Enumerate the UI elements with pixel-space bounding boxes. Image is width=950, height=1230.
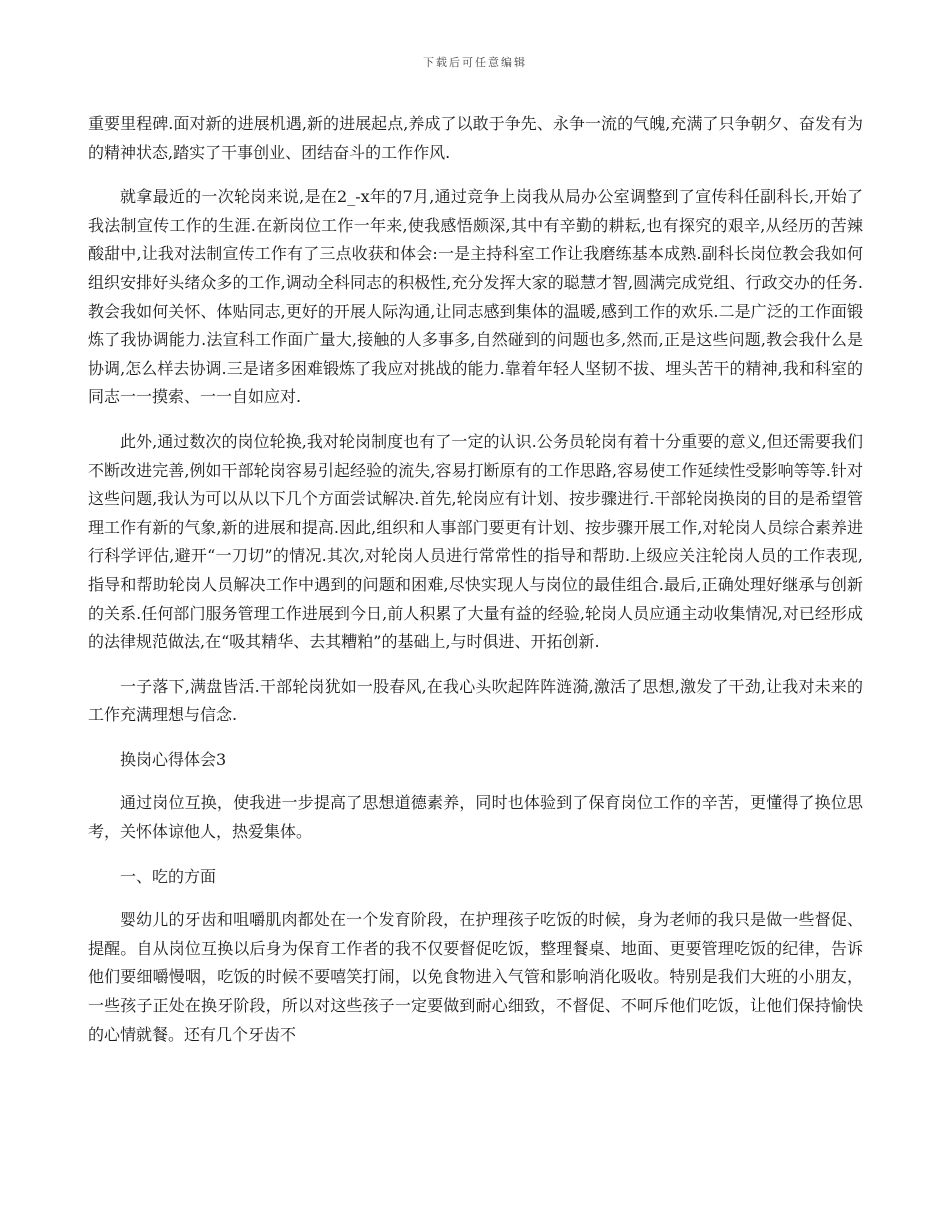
paragraph: 重要里程碑.面对新的进展机遇,新的进展起点,养成了以敢于争先、永争一流的气魄,充满了只争朝夕、奋发有为的精神状态,踏实了干事创业、团结奋斗的工作作风. <box>88 114 863 162</box>
paragraph: 就拿最近的一次轮岗来说,是在2_-x年的7月,通过竞争上岗我从局办公室调整到了宣传科任副科长,开始了我法制宣传工作的生涯.在新岗位工作一年来,使我感悟颇深,其中有辛勤的耕耘,也有探究的艰辛,从经历的苦辣酸甜中,让我对法制宣传工作有了三点收获和体会:一是主持科室工作让我磨练基本成熟.副科长岗位教会我如何组织安排好头绪众多的工作,调动全科同志的积极性,充分发挥大家的聪慧才智,圆满完成党组、行政交办的任务.教会我如何关怀、体贴同志,更好的开展人际沟通,让同志感到集体的温暖,感到工作的欢乐.二是广泛的工作面锻炼了我协调能力.法宣科工作面广量大,接触的人多事多,自然碰到的问题也多,然而,正是这些问题,教会我什么是协调,怎么样去协调.三是诸多困难锻炼了我应对挑战的能力.靠着年轻人坚韧不拔、埋头苦干的精神,我和科室的同志一一摸索、一一自如应对. <box>88 187 863 407</box>
section-heading: 换岗心得体会3 <box>120 749 227 769</box>
paragraph: 通过岗位互换，使我进一步提高了思想道德素养，同时也体验到了保育岗位工作的辛苦，更懂得了换位思考，关怀体谅他人，热爱集体。 <box>88 793 863 842</box>
paragraph: 一子落下,满盘皆活.干部轮岗犹如一股春风,在我心头吹起阵阵涟漪,激活了思想,激发了干劲,让我对未来的工作充满理想与信念. <box>88 676 863 725</box>
document-body <box>88 110 863 1065</box>
paragraph: 此外,通过数次的岗位轮换,我对轮岗制度也有了一定的认识.公务员轮岗有着十分重要的意义,但还需要我们不断改进完善,例如干部轮岗容易引起经验的流失,容易打断原有的工作思路,容易使工作延续性受影响等等.针对这些问题,我认为可以从以下几个方面尝试解决.首先,轮岗应有计划、按步骤进行.干部轮岗换岗的目的是希望管理工作有新的气象,新的进展和提高.因此,组织和人事部门要更有计划、按步骤开展工作,对轮岗人员综合素养进行科学评估,避开“一刀切”的情况.其次,对轮岗人员进行常常性的指导和帮助.上级应关注轮岗人员的工作表现,指导和帮助轮岗人员解决工作中遇到的问题和困难,尽快实现人与岗位的最佳组合.最后,正确处理好继承与创新的关系.任何部门服务管理工作进展到今日,前人积累了大量有益的经验,轮岗人员应通主动收集情况,对已经形成的法律规范做法,在“吸其精华、去其糟粕”的基础上,与时俱进、开拓创新. <box>88 431 863 652</box>
subsection-heading: 一、吃的方面 <box>120 866 217 886</box>
paragraph: 婴幼儿的牙齿和咀嚼肌肉都处在一个发育阶段，在护理孩子吃饭的时候，身为老师的我只是做一些督促、提醒。自从岗位互换以后身为保育工作者的我不仅要督促吃饭，整理餐桌、地面、更要管理吃饭的纪律，告诉他们要细嚼慢咽，吃饭的时候不要嘻笑打闹，以免食物进入气管和影响消化吸收。特别是我们大班的小朋友，一些孩子正处在换牙阶段，所以对这些孩子一定要做到耐心细致，不督促、不呵斥他们吃饭，让他们保持愉快的心情就餐。还有几个牙齿不 <box>88 910 863 1044</box>
page-header: 下载后可任意编辑 <box>423 56 527 69</box>
